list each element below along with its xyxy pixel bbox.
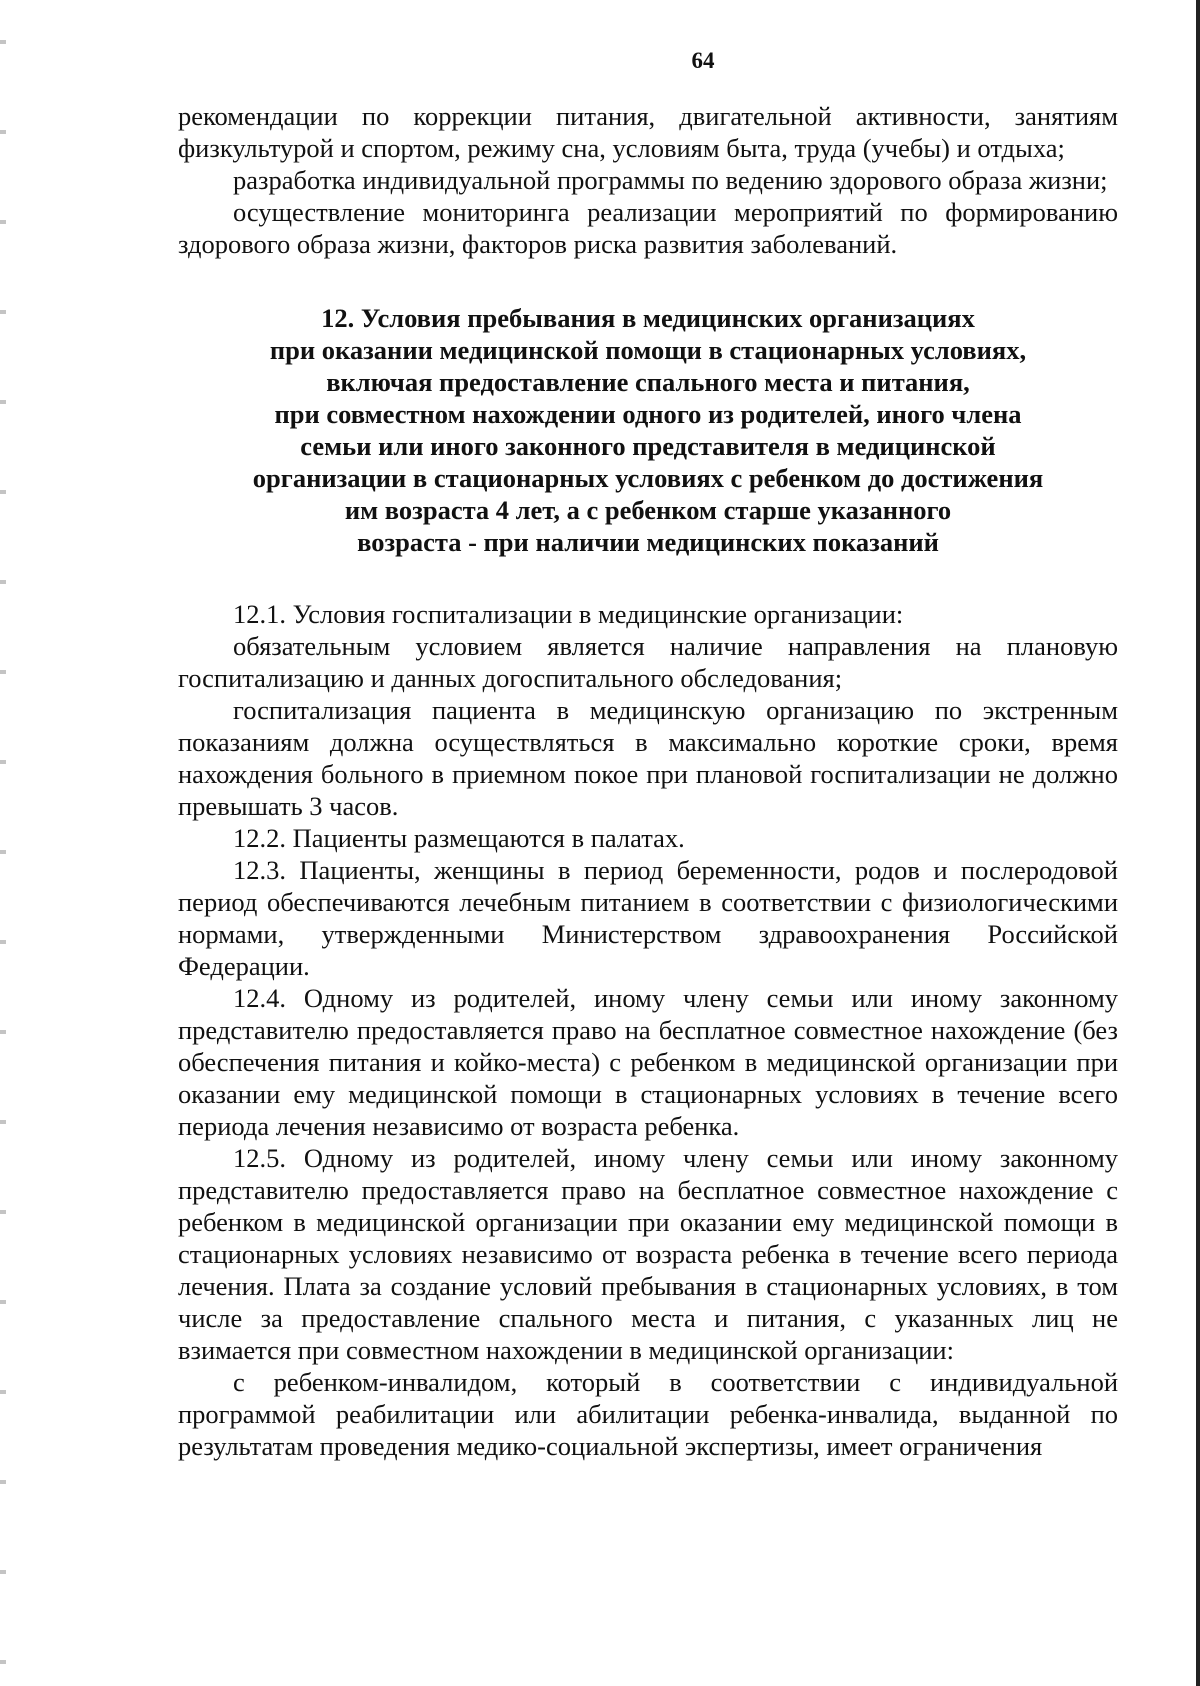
paragraph-12-4: 12.4. Одному из родителей, иному члену семьи или иному законному представителю предоставляется право на бесплатное совместное нахождение (без обеспечения питания и койко-места) с ребенком в медицинской организации при оказании ему медицинской помощи в стационарных условиях в течение всего периода лечения независимо от возраста ребенка.: [178, 983, 1118, 1141]
paragraph-referral-condition: обязательным условием является наличие направления на плановую госпитализацию и данных догоспитального обследования;: [178, 631, 1118, 693]
intro-paragraph-1: рекомендации по коррекции питания, двигательной активности, занятиям физкультурой и спортом, режиму сна, условиям быта, труда (учебы) и отдыха;: [178, 101, 1118, 163]
paragraph-disabled-child: с ребенком-инвалидом, который в соответствии с индивидуальной программой реабилитации или абилитации ребенка-инвалида, выданной по результатам проведения медико-социальной экспертизы, имеет ограничения: [178, 1367, 1118, 1461]
heading-line-4: при совместном нахождении одного из родителей, иного члена: [274, 399, 1022, 429]
paragraph-12-3: 12.3. Пациенты, женщины в период беременности, родов и послеродовой период обеспечиваются лечебным питанием в соответствии с физиологическими нормами, утвержденными Министерством здравоохранения Российской Федерации.: [178, 855, 1118, 981]
scan-edge-left: [0, 0, 6, 1686]
heading-line-2: при оказании медицинской помощи в стационарных условиях,: [269, 335, 1027, 365]
paragraph-12-1: 12.1. Условия госпитализации в медицинские организации:: [233, 599, 904, 629]
heading-line-5: семьи или иного законного представителя в медицинской: [300, 431, 996, 461]
heading-line-1: 12. Условия пребывания в медицинских организациях: [321, 303, 975, 333]
scan-edge-right: [1196, 0, 1200, 1686]
heading-line-6: организации в стационарных условиях с ребенком до достижения: [252, 463, 1044, 493]
document-page: [178, 48, 1118, 1462]
intro-section: [178, 100, 1118, 260]
heading-line-8: возраста - при наличии медицинских показаний: [357, 527, 939, 557]
heading-line-3: включая предоставление спального места и питания,: [326, 367, 970, 397]
paragraph-12-2: 12.2. Пациенты размещаются в палатах.: [233, 823, 685, 853]
paragraph-emergency-hospitalization: госпитализация пациента в медицинскую организацию по экстренным показаниям должна осуществляться в максимально короткие сроки, время нахождения больного в приемном покое при плановой госпитализации не должно превышать 3 часов.: [178, 695, 1118, 821]
body-section: [178, 598, 1118, 1462]
section-heading: [178, 302, 1118, 558]
heading-line-7: им возраста 4 лет, а с ребенком старше указанного: [344, 495, 952, 525]
intro-paragraph-2: разработка индивидуальной программы по ведению здорового образа жизни;: [233, 165, 1108, 195]
intro-paragraph-3: осуществление мониторинга реализации мероприятий по формированию здорового образа жизни, факторов риска развития заболеваний.: [178, 197, 1118, 259]
page-number: 64: [691, 48, 715, 73]
paragraph-12-5: 12.5. Одному из родителей, иному члену семьи или иному законному представителю предоставляется право на бесплатное совместное нахождение с ребенком в медицинской организации при оказании ему медицинской помощи в стационарных условиях независимо от возраста ребенка в течение всего периода лечения. Плата за создание условий пребывания в стационарных условиях, в том числе за предоставление спального места и питания, с указанных лиц не взимается при совместном нахождении в медицинской организации:: [178, 1143, 1118, 1365]
